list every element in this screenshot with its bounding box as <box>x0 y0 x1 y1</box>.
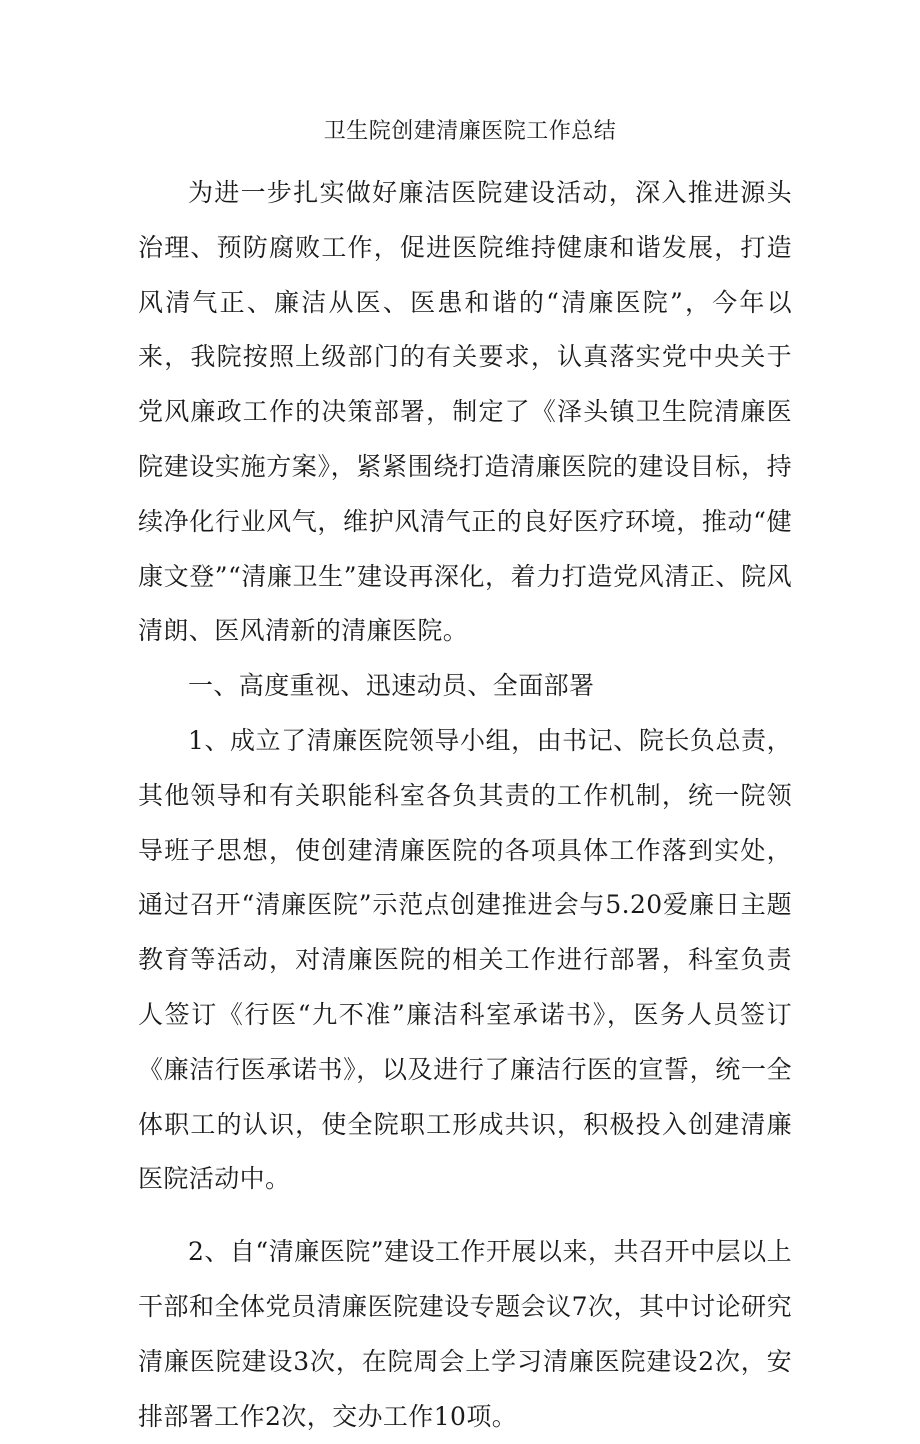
section-1-item-1-paragraph: 1、成立了清廉医院领导小组，由书记、院长负总责，其他领导和有关职能科室各负其责的工作机制，统一院领导班子思想，使创建清廉医院的各项具体工作落到实处，通过召开“清廉医院”示范点创建推进会与5.20爱廉日主题教育等活动，对清廉医院的相关工作进行部署，科室负责人签订《行医“九不准”廉洁科室承诺书》，医务人员签订《廉洁行医承诺书》，以及进行了廉洁行医的宣誓，统一全体职工的认识，使全院职工形成共识，积极投入创建清廉医院活动中。 <box>138 725 792 1194</box>
document-body <box>138 112 792 1444</box>
document-title: 卫生院创建清廉医院工作总结 <box>323 119 617 144</box>
intro-paragraph: 为进一步扎实做好廉洁医院建设活动，深入推进源头治理、预防腐败工作，促进医院维持健康和谐发展，打造风清气正、廉洁从医、医患和谐的“清廉医院”，今年以来，我院按照上级部门的有关要求，认真落实党中央关于党风廉政工作的决策部署，制定了《泽头镇卫生院清廉医院建设实施方案》，紧紧围绕打造清廉医院的建设目标，持续净化行业风气，维护风清气正的良好医疗环境，推动“健康文登”“清廉卫生”建设再深化，着力打造党风清正、院风清朗、医风清新的清廉医院。 <box>138 178 792 646</box>
paragraph-spacer <box>138 1207 792 1225</box>
section-1-item-2-paragraph: 2、自“清廉医院”建设工作开展以来，共召开中层以上干部和全体党员清廉医院建设专题会议7次，其中讨论研究清廉医院建设3次，在院周会上学习清廉医院建设2次，安排部署工作2次，交办工作10项。 <box>138 1237 792 1431</box>
section-heading-1: 一、高度重视、迅速动员、全面部署 <box>188 671 595 701</box>
